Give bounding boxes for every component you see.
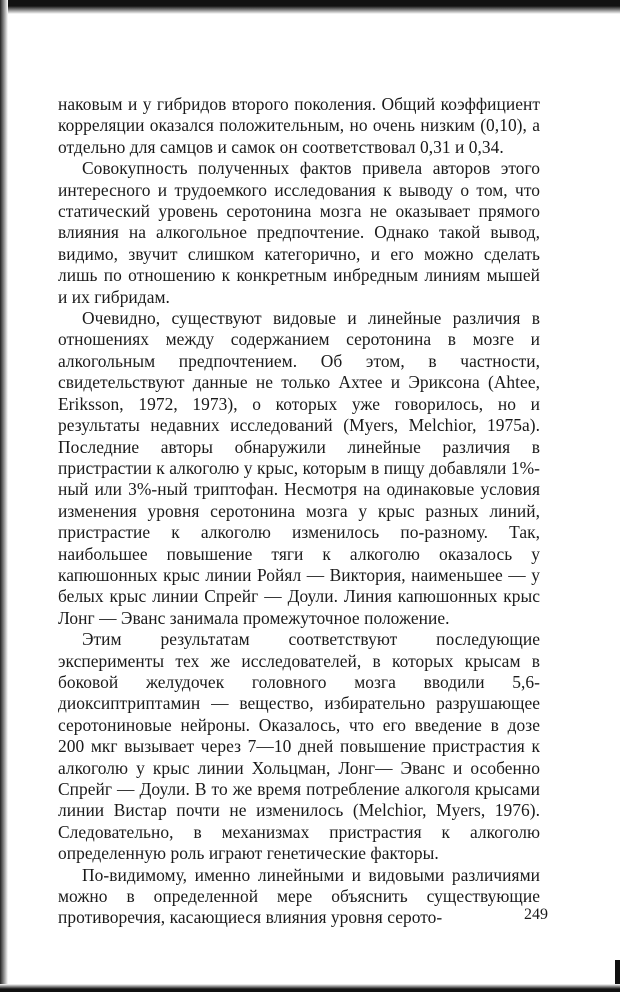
- paragraph: Совокупность полученных фактов привела авторов этого интересного и трудоемкого исследования к выводу о том, что статический уровень серотонина мозга не оказывает прямого влияния на алкогольное предпочтение. Однако такой вывод, видимо, звучит слишком категорично, и его можно сделать лишь по отношению к конкретным инбредным линиям мышей и их гибридам.: [58, 158, 540, 307]
- paragraph: Очевидно, существуют видовые и линейные различия в отношениях между содержанием серотонина в мозге и алкогольным предпочтением. Об этом, в частности, свидетельствуют данные не только Ахтее и Эриксона (Ahtee, Eriksson, 1972, 1973), о которых уже говорилось, но и результаты недавних исследований (Myers, Melchior, 1975a). Последние авторы обнаружили линейные различия в пристрастии к алкоголю у крыс, которым в пищу добавляли 1%-ный или 3%-ный триптофан. Несмотря на одинаковые условия изменения уровня серотонина мозга у крыс разных линий, пристрастие к алкоголю изменилось по-разному. Так, наибольшее повышение тяги к алкоголю оказалось у капюшонных крыс линии Ройял — Виктория, наименьшее — у белых крыс линии Спрейг — Доули. Линия капюшонных крыс Лонг — Эванс занимала промежуточное положение.: [58, 308, 540, 628]
- scan-edge-bottom: [0, 984, 620, 992]
- scan-edge-top: [0, 0, 620, 14]
- paragraph-continued: наковым и у гибридов второго поколения. Общий коэффициент корреляции оказался положительным, но очень низким (0,10), а отдельно для самцов и самок он соответствовал 0,31 и 0,34.: [58, 94, 540, 157]
- body-text: [58, 94, 540, 929]
- scan-edge-left: [0, 0, 8, 992]
- paragraph: По-видимому, именно линейными и видовыми различиями можно в определенной мере объяснить существующие противоречия, касающиеся влияния уровня серото-: [58, 864, 540, 928]
- paragraph: Этим результатам соответствуют последующие эксперименты тех же исследователей, в которых крысам в боковой желудочек головного мозга вводили 5,6-диоксиптриптамин — вещество, избирательно разрушающее серотониновые нейроны. Оказалось, что его введение в дозе 200 мкг вызывает через 7—10 дней повышение пристрастия к алкоголю у крыс линии Хольцман, Лонг— Эванс и особенно Спрейг — Доули. В то же время потребление алкоголя крысами линии Вистар почти не изменилось (Melchior, Myers, 1976). Следовательно, в механизмах пристрастия к алкоголю определенную роль играют генетические факторы.: [58, 629, 540, 864]
- page-number: 249: [524, 906, 548, 923]
